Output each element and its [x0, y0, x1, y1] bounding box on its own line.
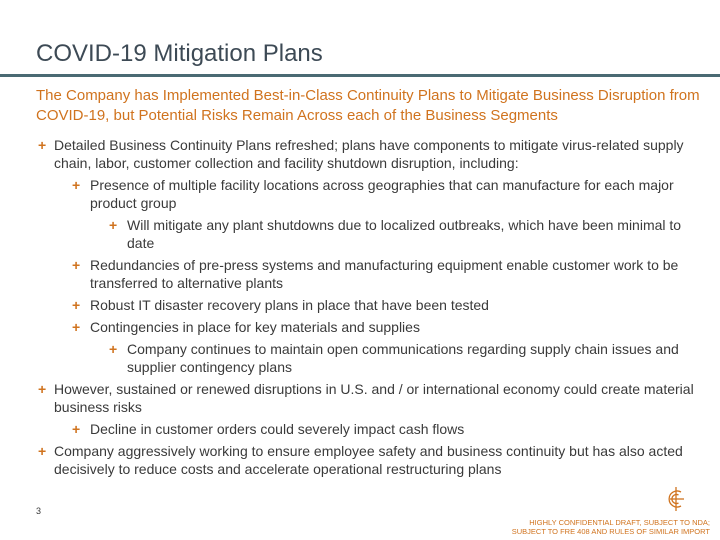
page-title: COVID-19 Mitigation Plans — [36, 40, 323, 67]
company-logo-icon — [664, 486, 688, 512]
confidentiality-footer — [512, 518, 710, 536]
page-number: 3 — [36, 506, 42, 516]
slide-subtitle: The Company has Implemented Best-in-Class Continuity Plans to Mitigate Business Disruption from COVID-19, but Potential Risks Remain Across each of the Business Segments — [36, 87, 700, 124]
bullet-item-level-2 — [36, 318, 696, 336]
title-divider — [0, 74, 720, 77]
bullet-item-level-2 — [36, 296, 696, 314]
bullet-item-level-2 — [36, 420, 696, 438]
bullet-item-level-1 — [36, 442, 696, 478]
bullet-marker: + — [72, 297, 81, 313]
bullet-item-level-2 — [36, 176, 696, 212]
bullet-marker: + — [72, 257, 81, 273]
bullet-marker: + — [109, 341, 118, 357]
bullet-item-level-3 — [36, 340, 696, 376]
bullet-marker: + — [72, 421, 81, 437]
bullet-marker: + — [72, 177, 81, 193]
bullet-marker: + — [38, 137, 47, 153]
bullet-text: Redundancies of pre-press systems and manufacturing equipment enable customer work to be transferred to alternative plants — [90, 257, 679, 291]
bullet-text: Company continues to maintain open communications regarding supply chain issues and supplier contingency plans — [127, 341, 679, 375]
bullet-marker: + — [38, 443, 47, 459]
bullet-item-level-1 — [36, 136, 696, 172]
bullet-text: Robust IT disaster recovery plans in place that have been tested — [90, 297, 489, 313]
bullet-item-level-2 — [36, 256, 696, 292]
bullet-marker: + — [109, 217, 118, 233]
footer-line-1: HIGHLY CONFIDENTIAL DRAFT, SUBJECT TO NDA; — [529, 518, 710, 527]
bullet-item-level-3 — [36, 216, 696, 252]
bullet-text: Contingencies in place for key materials and supplies — [90, 319, 420, 335]
bullet-item-level-1 — [36, 380, 696, 416]
bullet-marker: + — [38, 381, 47, 397]
bullet-text: Decline in customer orders could severely impact cash flows — [90, 421, 465, 437]
bullet-text: Presence of multiple facility locations across geographies that can manufacture for each major product group — [90, 177, 674, 211]
bullet-list — [36, 136, 696, 482]
bullet-text: Will mitigate any plant shutdowns due to localized outbreaks, which have been minimal to date — [127, 217, 682, 251]
bullet-marker: + — [72, 319, 81, 335]
bullet-text: Company aggressively working to ensure employee safety and business continuity but has also acted decisively to reduce costs and accelerate operational restructuring plans — [54, 443, 683, 477]
footer-line-2: SUBJECT TO FRE 408 AND RULES OF SIMILAR IMPORT — [511, 527, 710, 536]
bullet-text: However, sustained or renewed disruptions in U.S. and / or international economy could create material business risks — [54, 381, 694, 415]
bullet-text: Detailed Business Continuity Plans refreshed; plans have components to mitigate virus-related supply chain, labor, customer collection and facility shutdown disruption, including: — [54, 137, 684, 171]
